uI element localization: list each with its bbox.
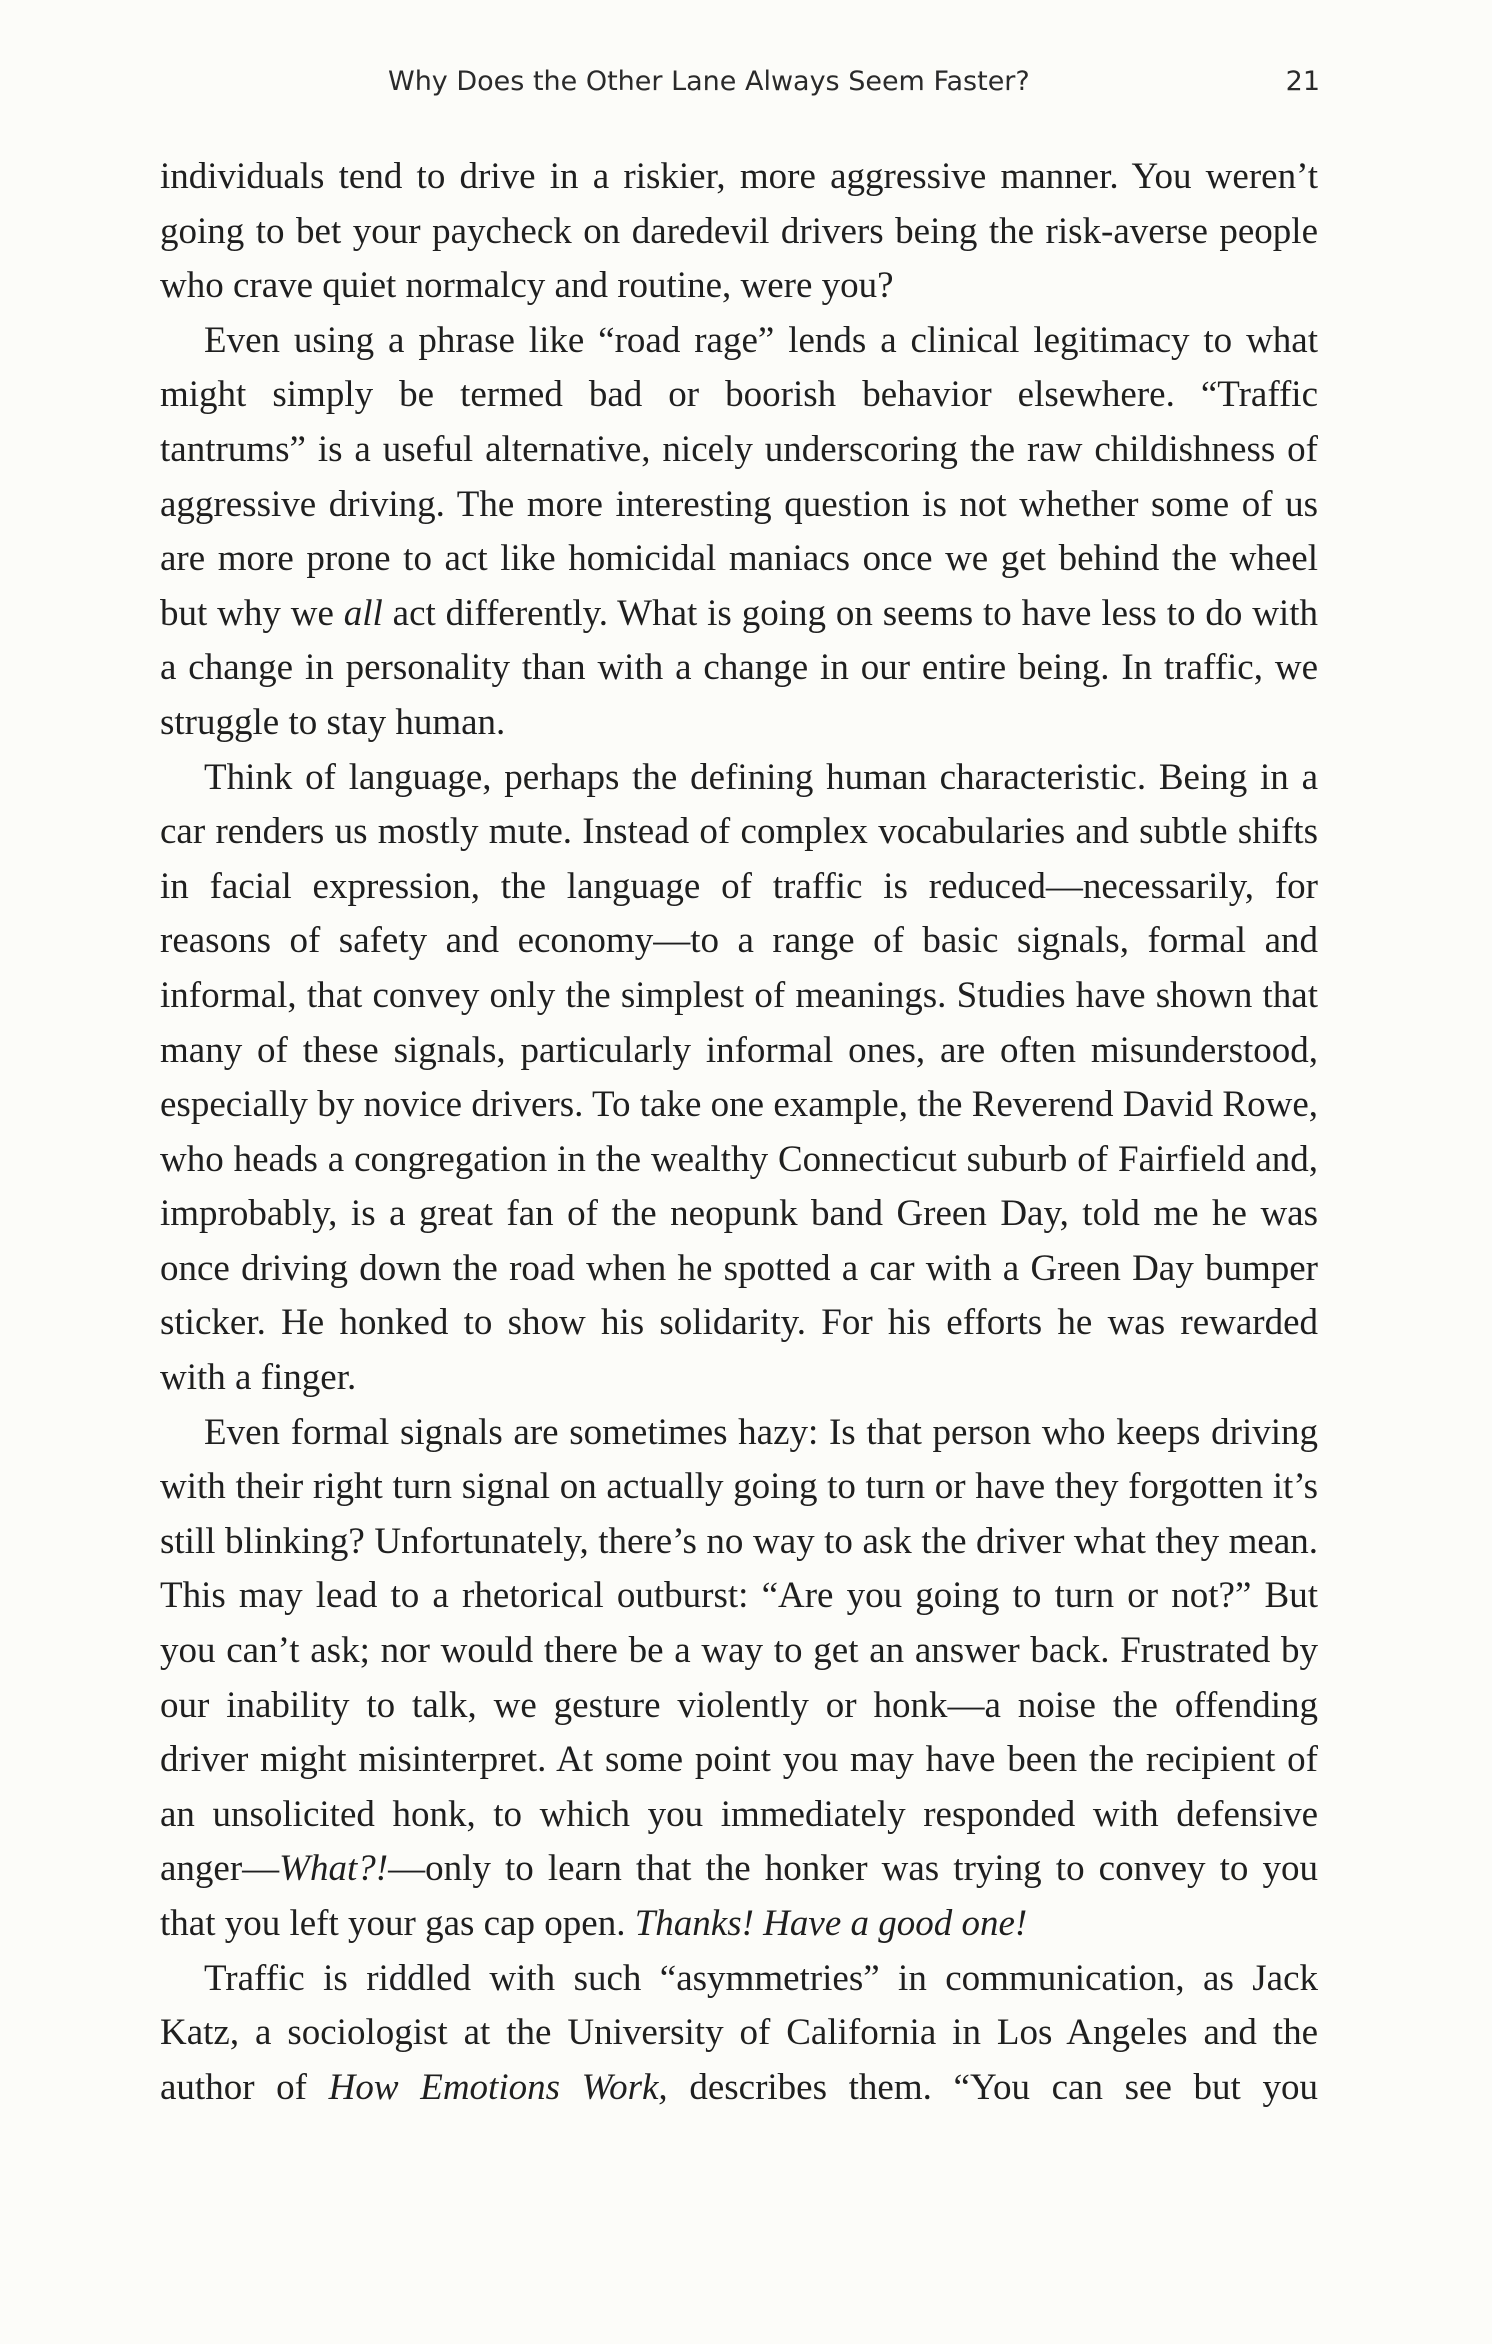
paragraph-2	[160, 314, 1318, 751]
running-title: Why Does the Other Lane Always Seem Faster?	[388, 66, 1030, 97]
paragraph-3	[160, 751, 1318, 1406]
paragraph-4-text-a: Even formal signals are sometimes hazy: Is that person who keeps driving with their right turn signal on actually going to turn or have they forgotten it’s still blinking? Unfortunately, there’s no way to ask the driver what they mean. This may lead to a rhetorical outburst: “Are you going to turn or not?” But you can’t ask; nor would there be a way to get an answer back. Frustrated by our inability to talk, we gesture violently or honk—a noise the offending driver might misinterpret. At some point you may have been the recipient of an unsolicited honk, to which you immediately responded with defensive anger—	[160, 1411, 1318, 1890]
paragraph-4	[160, 1406, 1318, 1952]
running-header	[160, 66, 1320, 106]
page-number: 21	[1285, 66, 1320, 97]
paragraph-4-italic-what: What?!	[279, 1848, 389, 1890]
paragraph-1	[160, 150, 1318, 314]
paragraph-5-text-a: Traffic is riddled with such “asymmetries” in communication, as Jack Katz, a sociologist at the University of California in Los Angeles and the author of	[160, 1957, 1318, 2108]
paragraph-2-text-b: act differently. What is going on seems to have less to do with a change in personality than with a change in our entire being. In traffic, we struggle to stay human.	[160, 592, 1318, 743]
paragraph-1-text: individuals tend to drive in a riskier, more aggressive manner. You weren’t going to bet your paycheck on daredevil drivers being the risk-averse people who crave quiet normalcy and routine, were you?	[160, 156, 1318, 307]
paragraph-3-text: Think of language, perhaps the defining human characteristic. Being in a car renders us mostly mute. Instead of complex vocabularies and subtle shifts in facial expression, the language of traffic is reduced—necessarily, for reasons of safety and economy—to a range of basic signals, formal and informal, that convey only the simplest of meanings. Studies have shown that many of these signals, particularly informal ones, are often misunderstood, especially by novice drivers. To take one example, the Reverend David Rowe, who heads a congregation in the wealthy Connecticut suburb of Fairfield and, improbably, is a great fan of the neopunk band Green Day, told me he was once driving down the road when he spotted a car with a Green Day bumper sticker. He honked to show his solidarity. For his efforts he was rewarded with a finger.	[160, 756, 1318, 1399]
body-text	[160, 150, 1318, 2115]
paragraph-5-text-b: describes them. “You can see but you	[667, 2066, 1318, 2108]
paragraph-5	[160, 1952, 1318, 2116]
paragraph-5-italic-book-title: How Emotions Work,	[328, 2066, 668, 2108]
paragraph-2-italic-all: all	[343, 592, 383, 634]
paragraph-2-text-a: Even using a phrase like “road rage” lends a clinical legitimacy to what might simply be termed bad or boorish behavior elsewhere. “Traffic tantrums” is a useful alternative, nicely underscoring the raw childishness of aggressive driving. The more interesting question is not whether some of us are more prone to act like homicidal maniacs once we get behind the wheel but why we	[160, 319, 1318, 634]
paragraph-4-italic-thanks: Thanks! Have a good one!	[634, 1903, 1028, 1944]
paragraph-4-text-b: —only to learn that the honker was trying to convey to you that you left your gas cap open.	[160, 1848, 1318, 1944]
